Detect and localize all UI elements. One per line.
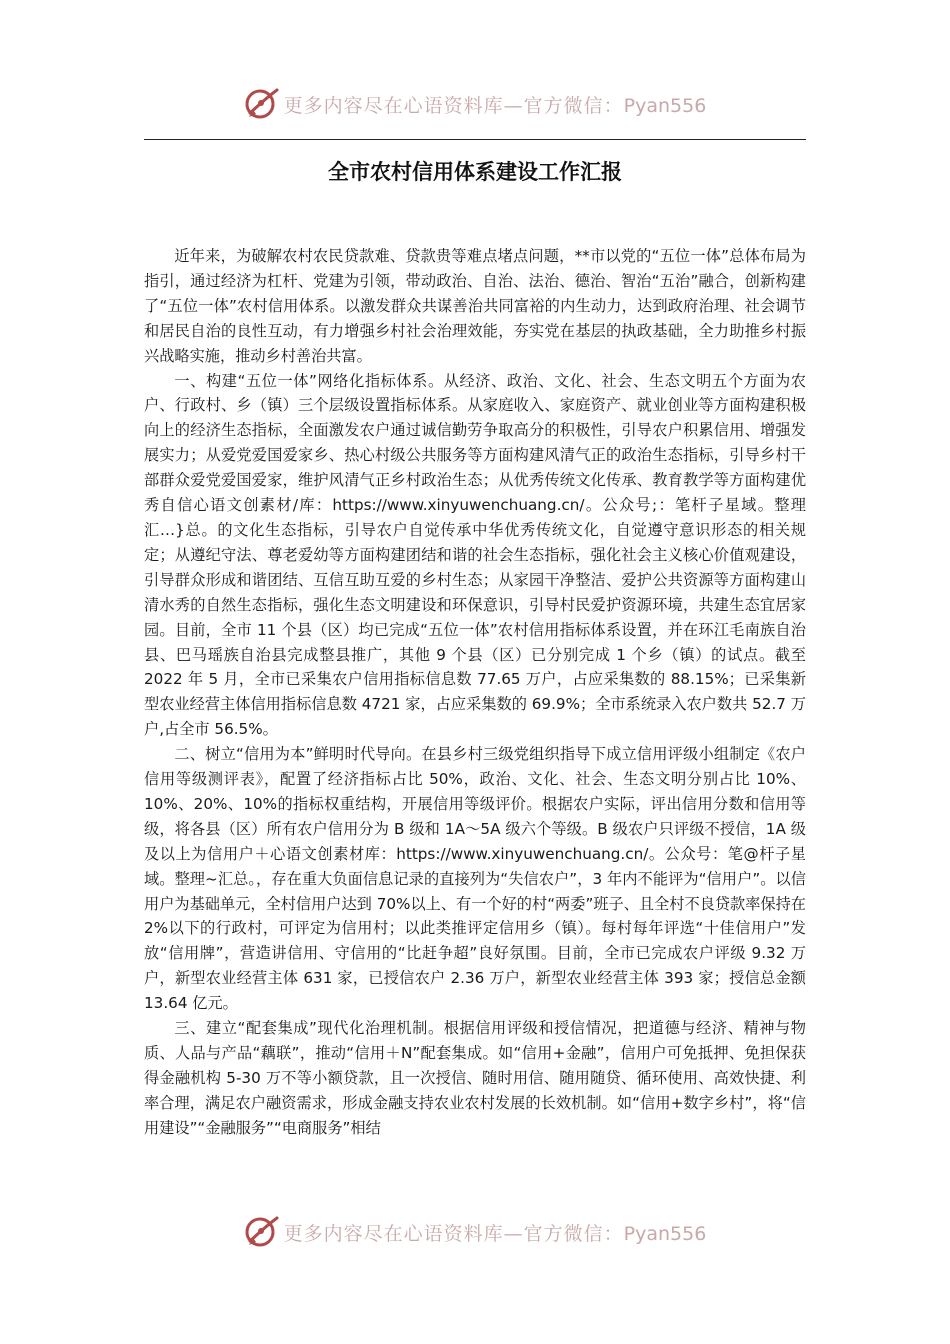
- paragraph-section-2: 二、树立“信用为本”鲜明时代导向。在县乡村三级党组织指导下成立信用评级小组制定《农户信用等级测评表》，配置了经济指标占比 50%，政治、文化、社会、生态文明分别占比 10%、10%、20%、10%的指标权重结构，开展信用等级评价。根据农户实际，评出信用分数和信用等级，将各县（区）所有农户信用分为 B 级和 1A～5A 级六个等级。B 级农户只评级不授信，1A 级及以上为信用户＋心语文创素材库：https://www.xinyuwenchuang.cn/。公众号：笔@杆子星域。整理~汇总。，存在重大负面信息记录的直接列为“失信农户”，3 年内不能评为“信用户”。以信用户为基础单元，全村信用户达到 70%以上、有一个好的村“两委”班子、且全村不良贷款率保持在 2%以下的行政村，可评定为信用村；以此类推评定信用乡（镇）。每村每年评选“十佳信用户”发放“信用牌”，营造讲信用、守信用的“比赶争超”良好氛围。目前，全市已完成农户评级 9.32 万户，新型农业经营主体 631 家，已授信农户 2.36 万户，新型农业经营主体 393 家；授信总金额 13.64 亿元。: [144, 745, 806, 1013]
- paragraph-section-1: 一、构建“五位一体”网络化指标体系。从经济、政治、文化、社会、生态文明五个方面为农户、行政村、乡（镇）三个层级设置指标体系。从家庭收入、家庭资产、就业创业等方面构建积极向上的经济生态指标，全面激发农户通过诚信勤劳争取高分的积极性，引导农户积累信用、增强发展实力；从爱党爱国爱家乡、热心村级公共服务等方面构建风清气正的政治生态指标，引导乡村干部群众爱党爱国爱家，维护风清气正乡村政治生态；从优秀传统文化传承、教育教学等方面构建优秀自信心语文创素材/库：https://www.xinyuwenchuang.cn/。公众号;：笔杆子星域。整理汇…}总。的文化生态指标，引导农户自觉传承中华优秀传统文化，自觉遵守意识形态的相关规定；从遵纪守法、尊老爱幼等方面构建团结和谐的社会生态指标，强化社会主义核心价值观建设，引导群众形成和谐团结、互信互助互爱的乡村生态；从家园干净整洁、爱护公共资源等方面构建山清水秀的自然生态指标，强化生态文明建设和环保意识，引导村民爱护资源环境，共建生态宜居家园。目前，全市 11 个县（区）均已完成“五位一体”农村信用指标体系设置，并在环江毛南族自治县、巴马瑶族自治县完成整县推广，其他 9 个县（区）已分别完成 1 个乡（镇）的试点。截至 2022 年 5 月，全市已采集农户信用指标信息数 77.65 万户，占应采集数的 88.15%；已采集新型农业经营主体信用指标信息数 4721 家，占应采集数的 69.9%；全市系统录入农户数共 52.7 万户,占全市 56.5%。: [144, 371, 806, 739]
- watermark-text: 更多内容尽在心语资料库—官方微信：Pyan556: [283, 1222, 707, 1245]
- footer-watermark-banner: [0, 1210, 950, 1254]
- brush-pen-logo-icon: [244, 1214, 280, 1250]
- wechat-id: Pyan556: [623, 1222, 707, 1245]
- header-watermark-banner: [0, 82, 950, 126]
- document-body: [144, 244, 806, 1141]
- wechat-id: Pyan556: [623, 94, 707, 117]
- watermark-text: 更多内容尽在心语资料库—官方微信：Pyan556: [283, 94, 707, 117]
- header-divider: [144, 139, 806, 140]
- paragraph-intro: 近年来，为破解农村农民贷款难、贷款贵等难点堵点问题，**市以党的“五位一体”总体布局为指引，通过经济为杠杆、党建为引领，带动政治、自治、法治、德治、智治“五治”融合，创新构建了“五位一体”农村信用体系。以激发群众共谋善治共同富裕的内生动力，达到政府治理、社会调节和居民自治的良性互动，有力增强乡村社会治理效能，夯实党在基层的执政基础，全力助推乡村振兴战略实施，推动乡村善治共富。: [144, 247, 806, 365]
- document-title: 全市农村信用体系建设工作汇报: [328, 160, 622, 184]
- brush-pen-logo-icon: [244, 86, 280, 122]
- paragraph-section-3: 三、建立“配套集成”现代化治理机制。根据信用评级和授信情况，把道德与经济、精神与物质、人品与产品“藕联”，推动“信用＋N”配套集成。如“信用+金融”，信用户可免抵押、免担保获得金融机构 5-30 万不等小额贷款，且一次授信、随时用信、随用随贷、循环使用、高效快捷、利率合理，满足农户融资需求，形成金融支持农业农村发展的长效机制。如“信用+数字乡村”，将“信用建设”“金融服务”“电商服务”相结: [144, 1019, 806, 1137]
